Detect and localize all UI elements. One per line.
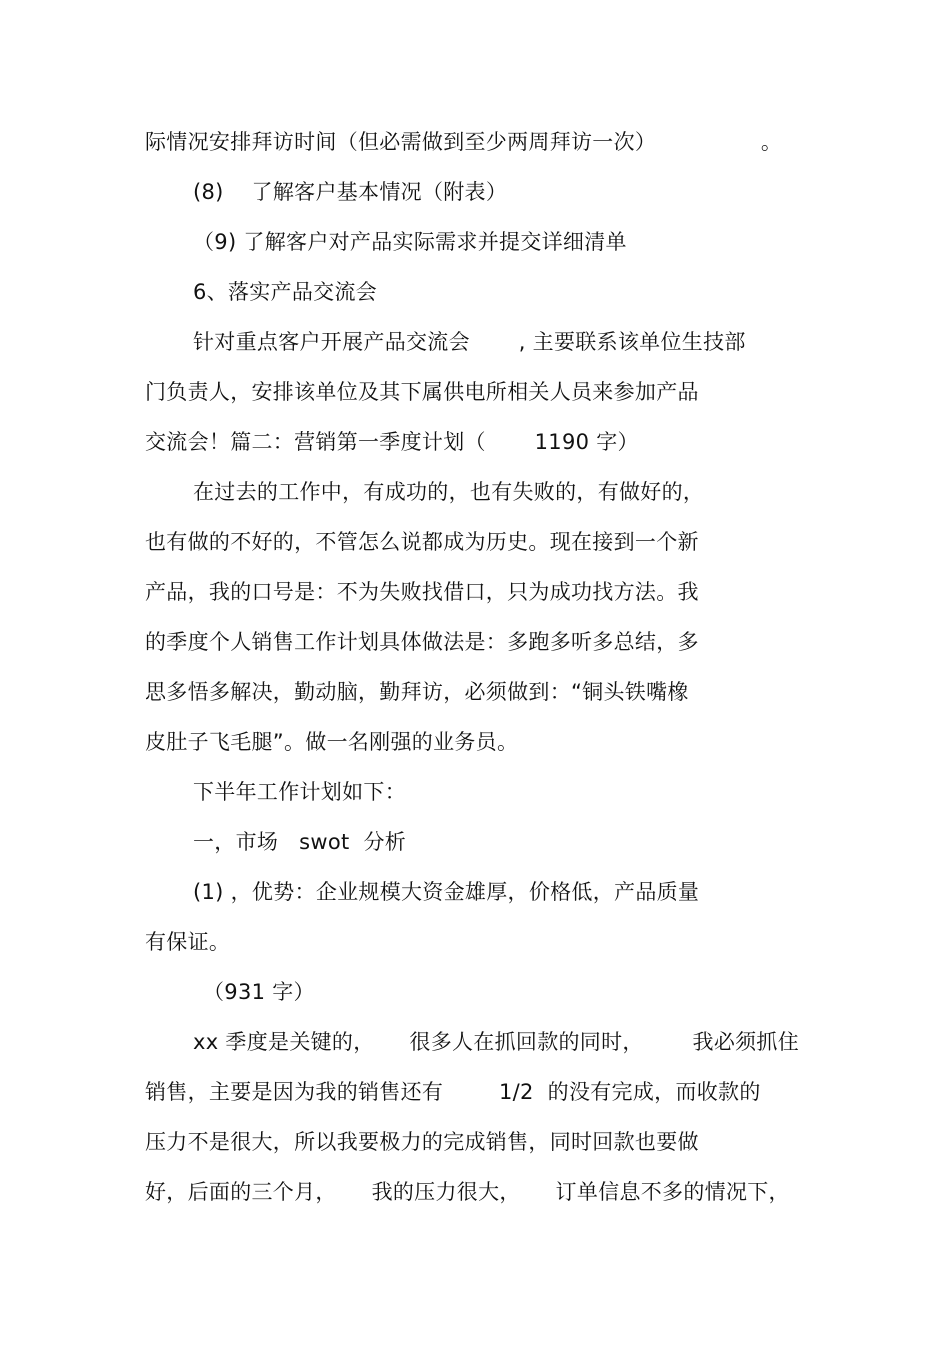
text-line: 也有做的不好的，不管怎么说都成为历史。现在接到一个新 xyxy=(145,530,699,554)
text-line: (1) ，优势：企业规模大资金雄厚，价格低，产品质量 xyxy=(193,880,700,904)
text-line: (8) 了解客户基本情况（附表） xyxy=(193,180,508,204)
text-line: 交流会！篇二：营销第一季度计划（ 1190 字） xyxy=(145,430,639,454)
text-line: 门负责人，安排该单位及其下属供电所相关人员来参加产品 xyxy=(145,380,699,404)
text-line: 在过去的工作中，有成功的，也有失败的，有做好的， xyxy=(193,480,705,504)
text-line: 思多悟多解决，勤动脑，勤拜访，必须做到：“铜头铁嘴橡 xyxy=(145,680,689,704)
text-line: 销售，主要是因为我的销售还有 1/2 的没有完成，而收款的 xyxy=(145,1080,761,1104)
text-line: 下半年工作计划如下： xyxy=(193,780,406,804)
text-line: 皮肚子飞毛腿”。做一名刚强的业务员。 xyxy=(145,730,519,754)
section-heading: 一，市场 swot 分析 xyxy=(193,830,407,854)
section-heading: 6、落实产品交流会 xyxy=(193,280,378,304)
text-line: 有保证。 xyxy=(145,930,231,954)
text-line: 压力不是很大，所以我要极力的完成销售，同时回款也要做 xyxy=(145,1130,699,1154)
text-line: 好，后面的三个月， 我的压力很大， 订单信息不多的情况下， xyxy=(145,1180,790,1204)
text-line: 针对重点客户开展产品交流会 , 主要联系该单位生技部 xyxy=(193,330,746,354)
text-line: （9) 了解客户对产品实际需求并提交详细清单 xyxy=(193,230,627,254)
text-line: 产品，我的口号是：不为失败找借口，只为成功找方法。我 xyxy=(145,580,699,604)
text-line: xx 季度是关键的， 很多人在抓回款的同时， 我必须抓住 xyxy=(193,1030,800,1054)
word-count-note: （931 字） xyxy=(203,980,315,1004)
text-line: 际情况安排拜访时间（但必需做到至少两周拜访一次） 。 xyxy=(145,130,783,154)
text-line: 的季度个人销售工作计划具体做法是：多跑多听多总结，多 xyxy=(145,630,699,654)
